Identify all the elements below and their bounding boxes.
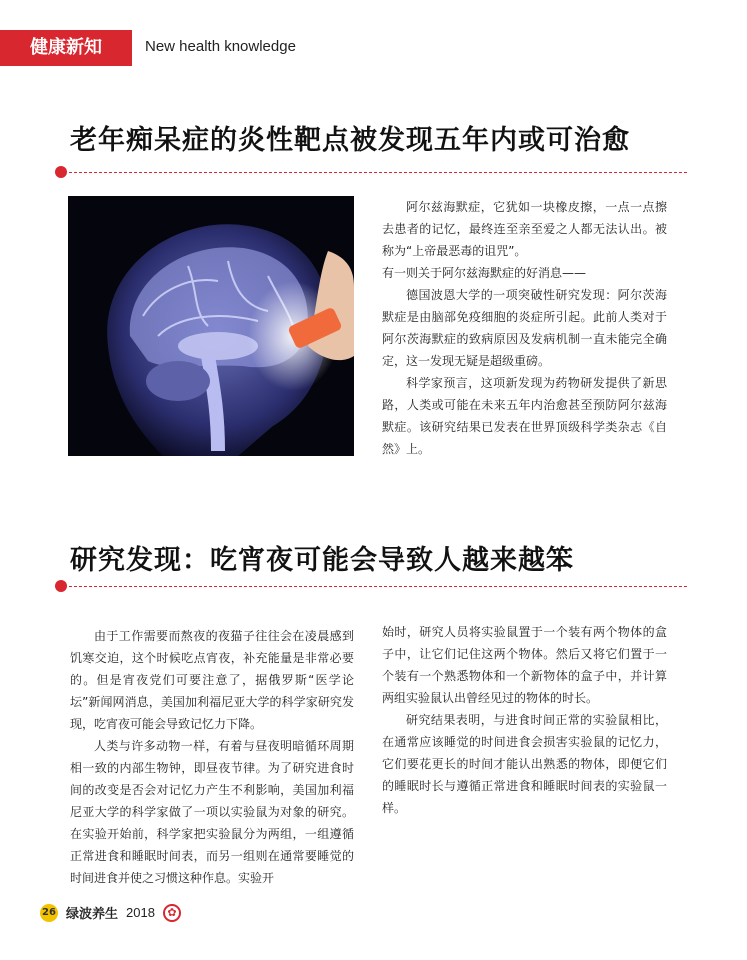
article2-right-column — [382, 621, 667, 819]
divider-line — [69, 172, 687, 173]
article1-body — [382, 196, 667, 460]
article1-title: 老年痴呆症的炎性靶点被发现五年内或可治愈 — [70, 125, 630, 156]
divider-dot — [55, 166, 67, 178]
brain-mri-illustration — [68, 196, 354, 456]
article2-paragraph: 始时，研究人员将实验鼠置于一个装有两个物体的盒子中，让它们记住这两个物体。然后又将它们置于一个装有一个熟悉物体和一个新物体的盒子中，并计算两组实验鼠认出曾经见过的物体的时长。 — [382, 625, 667, 705]
page-number: 26 — [40, 904, 58, 922]
article1-paragraph: 科学家预言，这项新发现为药物研发提供了新思路，人类或可能在未来五年内治愈甚至预防阿尔兹海默症。该研究结果已发表在世界顶级科学类杂志《自然》上。 — [382, 376, 667, 456]
article2-paragraph: 由于工作需要而熬夜的夜猫子往往会在凌晨感到饥寒交迫，这个时候吃点宵夜，补充能量是非常必要的。但是宵夜党们可要注意了，据俄罗斯“医学论坛”新闻网消息，美国加利福尼亚大学的科学家研究发现，吃宵夜可能会导致记忆力下降。 — [70, 629, 354, 731]
article1-paragraph: 有一则关于阿尔兹海默症的好消息—— — [382, 266, 587, 280]
magazine-logo-icon: ✿ — [163, 904, 181, 922]
article1-paragraph: 德国波恩大学的一项突破性研究发现：阿尔茨海默症是由脑部免疫细胞的炎症所引起。此前人类对于阿尔茨海默症的致病原因及发病机制一直未能完全确定，这一发现无疑是超级重磅。 — [382, 288, 667, 368]
magazine-year: 2018 — [126, 905, 155, 920]
section-subtitle: New health knowledge — [145, 38, 296, 55]
divider-line — [69, 586, 687, 587]
article2-divider — [55, 580, 687, 592]
page-footer — [40, 903, 181, 922]
section-tag: 健康新知 — [0, 30, 132, 66]
article1-paragraph: 阿尔兹海默症，它犹如一块橡皮擦，一点一点擦去患者的记忆，最终连至亲至爱之人都无法认出。被称为“上帝最恶毒的诅咒”。 — [382, 200, 667, 258]
article1-divider — [55, 166, 687, 178]
magazine-name: 绿波养生 — [66, 907, 119, 922]
article2-paragraph: 人类与许多动物一样，有着与昼夜明暗循环周期相一致的内部生物钟，即昼夜节律。为了研究进食时间的改变是否会对记忆力产生不利影响，美国加利福尼亚大学的科学家做了一项以实验鼠为对象的研究。在实验开始前，科学家把实验鼠分为两组，一组遵循正常进食和睡眠时间表，而另一组则在通常要睡觉的时间进食并使之习惯这种作息。实验开 — [70, 739, 354, 885]
article2-left-column — [70, 625, 354, 889]
article2-paragraph: 研究结果表明，与进食时间正常的实验鼠相比，在通常应该睡觉的时间进食会损害实验鼠的记忆力，它们要花更长的时间才能认出熟悉的物体，即便它们的睡眠时长与遵循正常进食和睡眠时间表的实验鼠一样。 — [382, 713, 667, 815]
brain-mri-image — [68, 196, 354, 456]
article2-title: 研究发现：吃宵夜可能会导致人越来越笨 — [70, 545, 574, 576]
divider-dot — [55, 580, 67, 592]
